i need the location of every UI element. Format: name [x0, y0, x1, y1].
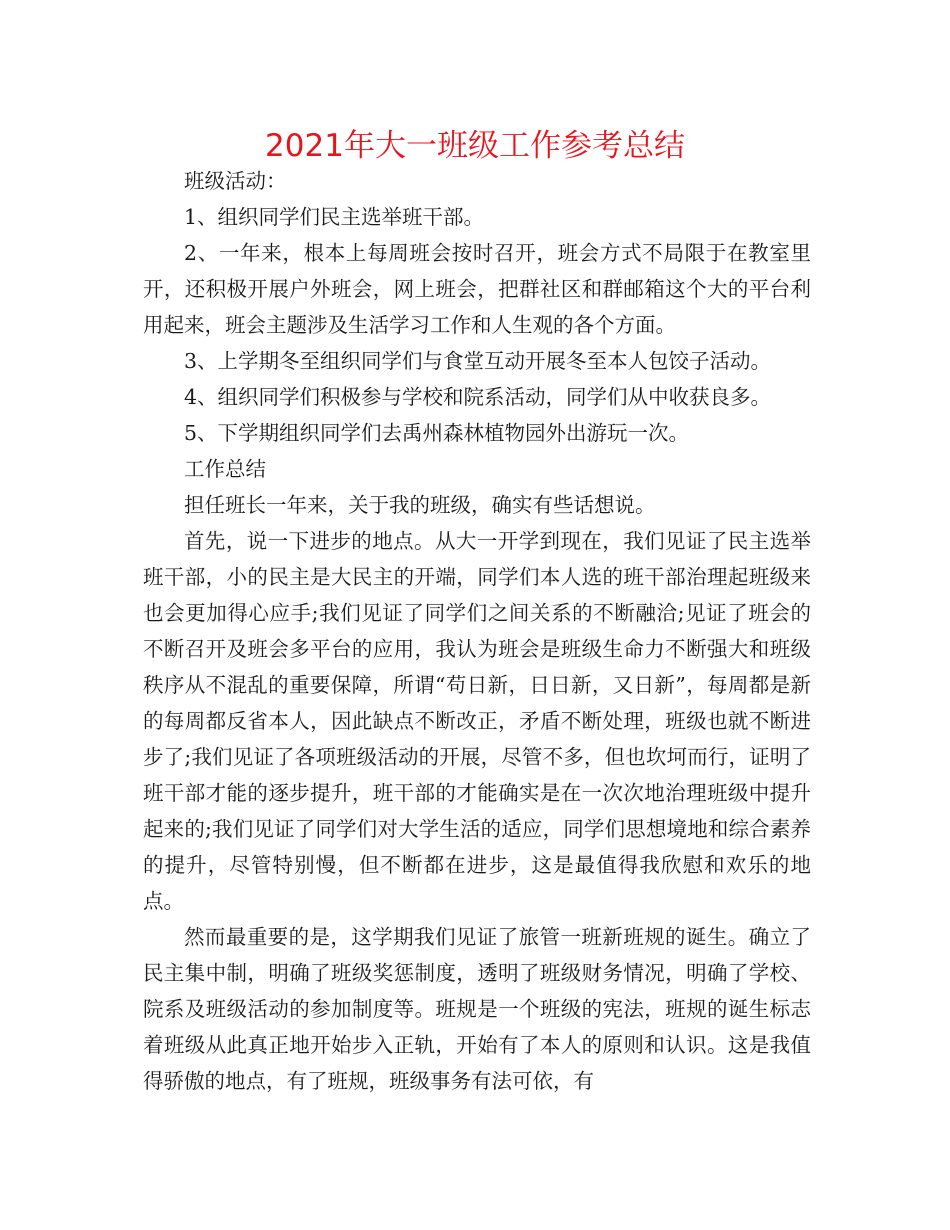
paragraph-summary-intro: 担任班长一年来，关于我的班级，确实有些话想说。: [184, 493, 656, 517]
paragraph-activity-5: 5、下学期组织同学们去禹州森林植物园外出游玩一次。: [184, 421, 690, 445]
paragraph-summary-class-rules: 然而最重要的是，这学期我们见证了旅管一班新班规的诞生。确立了民主集中制，明确了班级奖惩制度，透明了班级财务情况，明确了学校、院系及班级活动的参加制度等。班规是一个班级的宪法，班规的诞生标志着班级从此真正地开始步入正轨，开始有了本人的原则和认识。这是我值得骄傲的地点，有了班规，班级事务有法可依，有: [143, 925, 811, 1093]
paragraph-section-heading-summary: 工作总结: [184, 457, 266, 481]
paragraph-activity-4: 4、组织同学们积极参与学校和院系活动，同学们从中收获良多。: [184, 385, 772, 409]
paragraph-summary-progress: 首先，说一下进步的地点。从大一开学到现在，我们见证了民主选举班干部，小的民主是大民主的开端，同学们本人选的班干部治理起班级来也会更加得心应手;我们见证了同学们之间关系的不断融洽;见证了班会的不断召开及班会多平台的应用，我认为班会是班级生命力不断强大和班级秩序从不混乱的重要保障，所谓“苟日新，日日新，又日新”，每周都是新的每周都反省本人，因此缺点不断改正，矛盾不断处理，班级也就不断进步了;我们见证了各项班级活动的开展，尽管不多，但也坎坷而行，证明了班干部才能的逐步提升，班干部的才能确实是在一次次地治理班级中提升起来的;我们见证了同学们对大学生活的适应，同学们思想境地和综合素养的提升，尽管特别慢，但不断都在进步，这是最值得我欣慰和欢乐的地点。: [143, 529, 811, 913]
paragraph-section-heading-activities: 班级活动：: [184, 169, 287, 193]
document-title: 2021年大一班级工作参考总结: [265, 128, 685, 164]
paragraph-activity-1: 1、组织同学们民主选举班干部。: [184, 205, 485, 229]
paragraph-activity-2: 2、一年来，根本上每周班会按时召开，班会方式不局限于在教室里开，还积极开展户外班会，网上班会，把群社区和群邮箱这个大的平台利用起来，班会主题涉及生活学习工作和人生观的各个方面。: [143, 241, 811, 337]
document-body: [143, 163, 811, 1099]
paragraph-activity-3: 3、上学期冬至组织同学们与食堂互动开展冬至本人包饺子活动。: [184, 349, 772, 373]
